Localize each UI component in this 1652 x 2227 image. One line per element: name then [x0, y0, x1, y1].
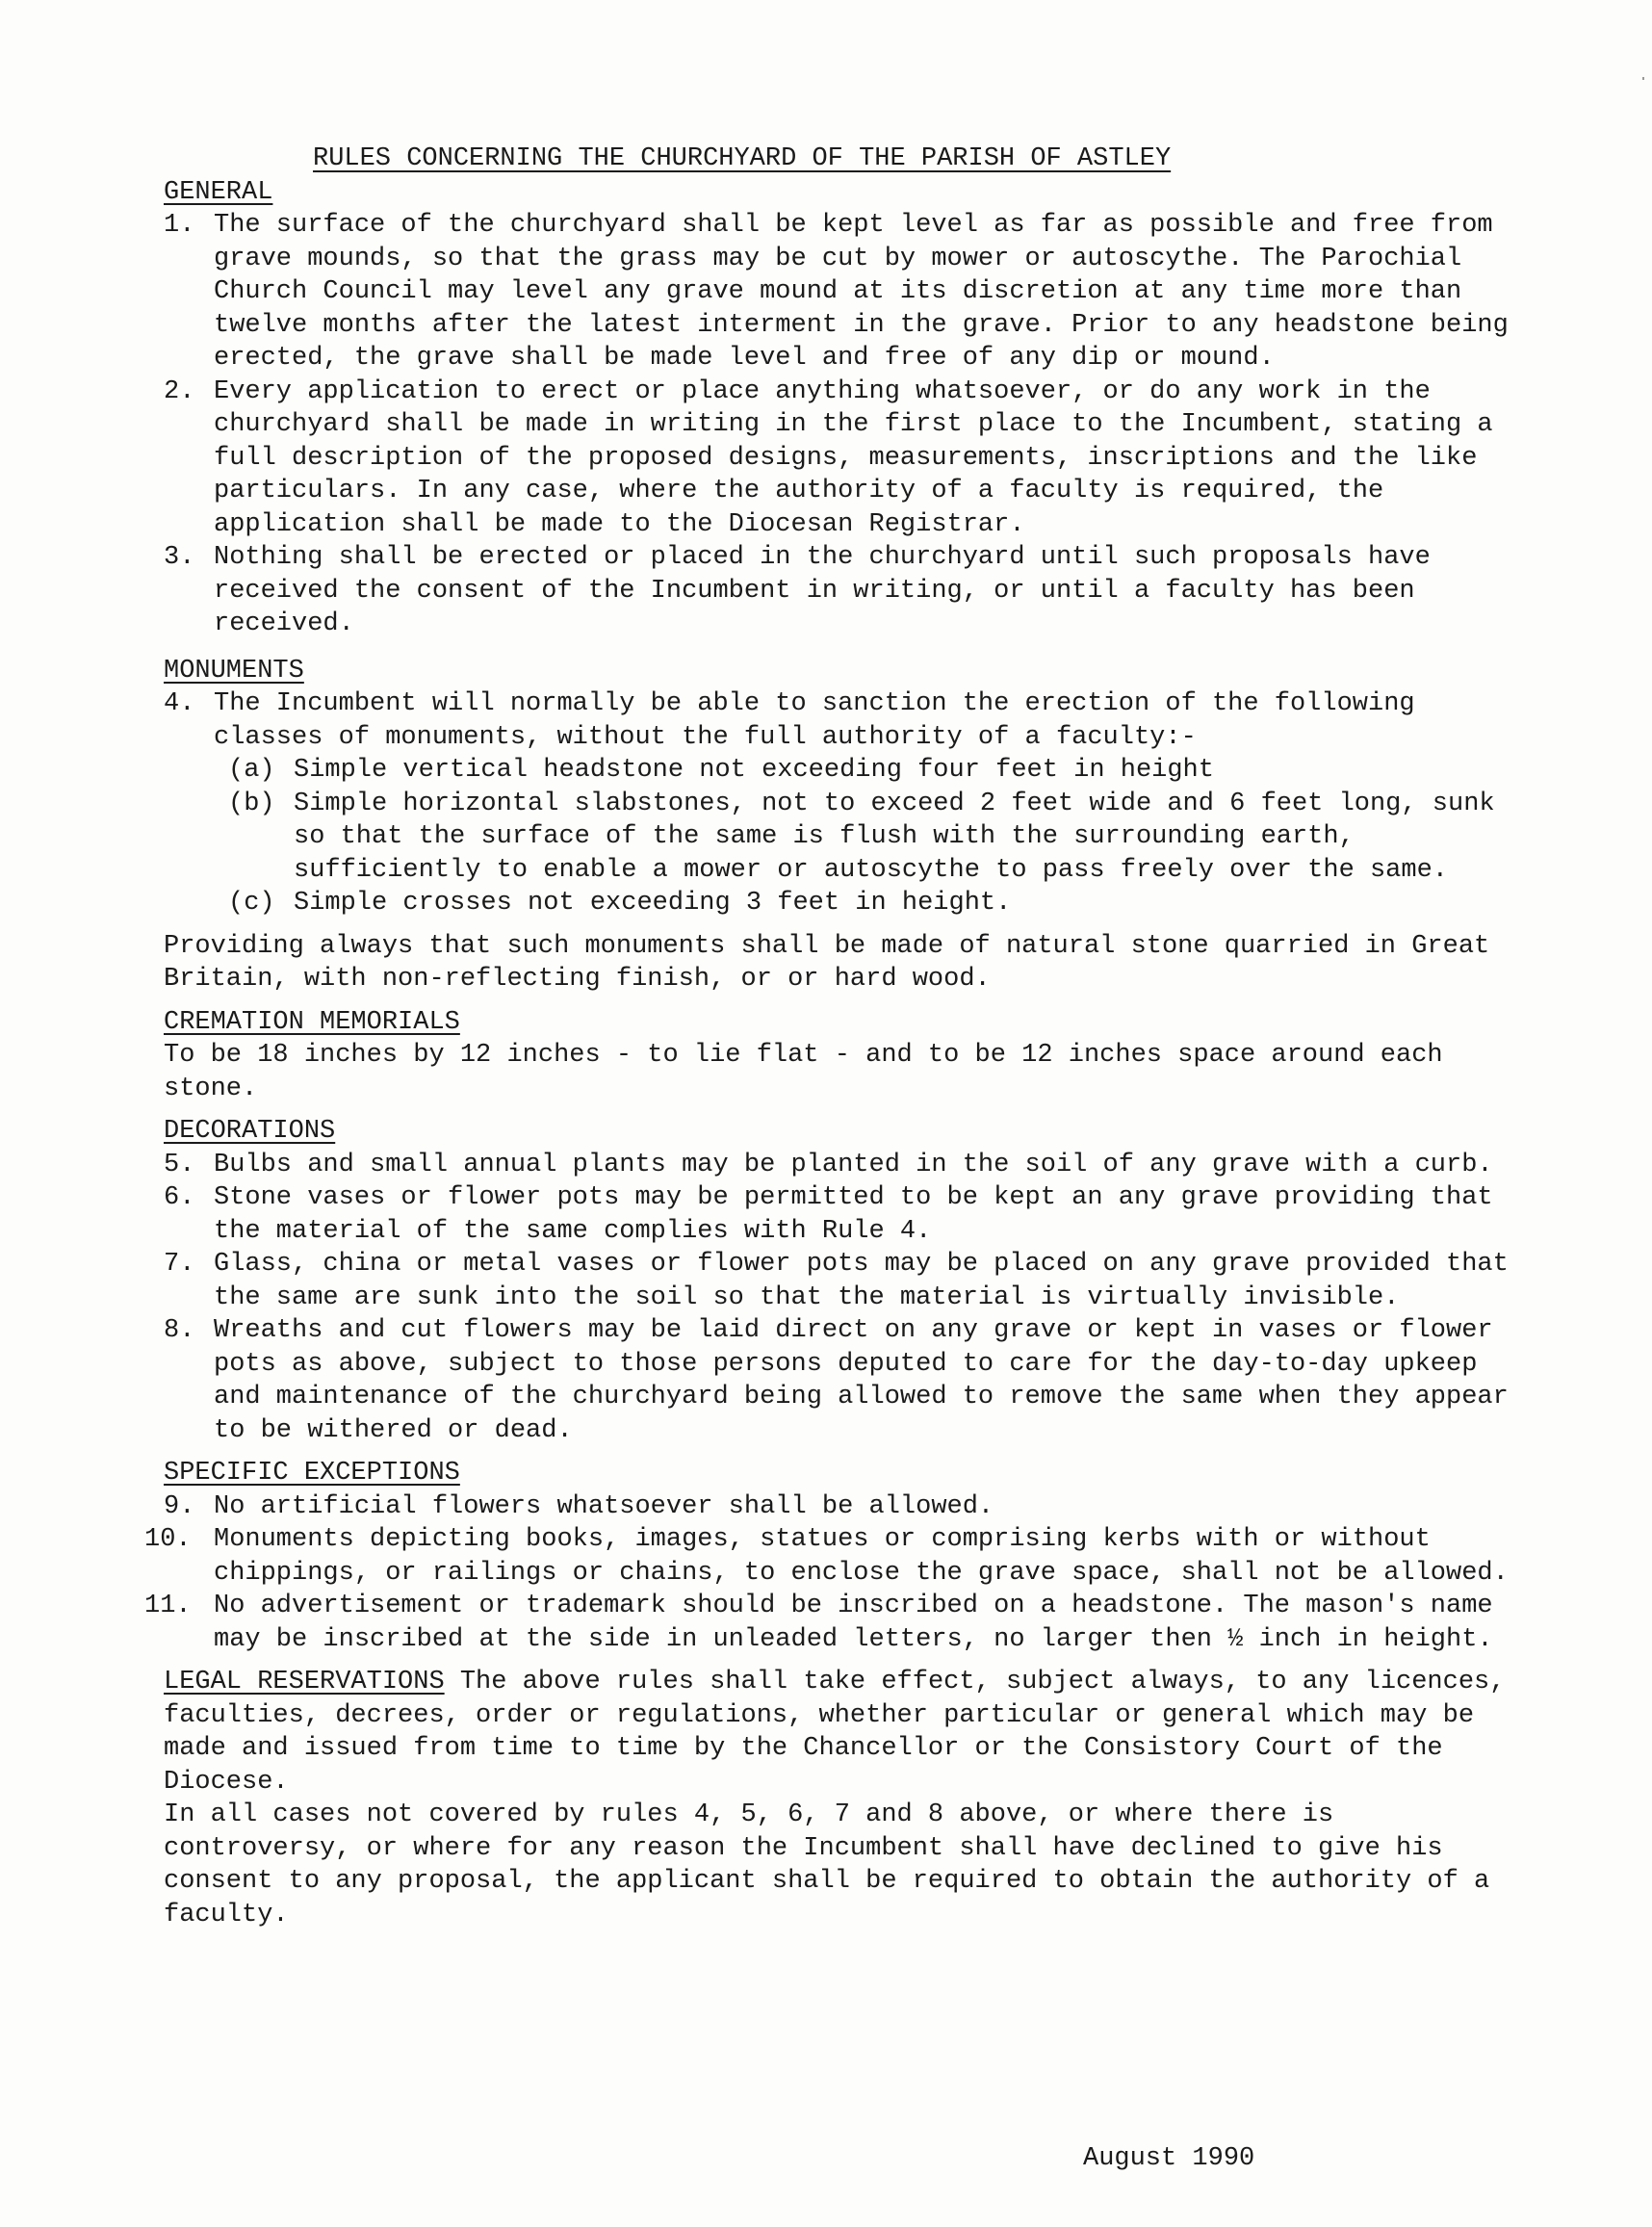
cremation-heading: CREMATION MEMORIALS [164, 1007, 460, 1037]
rule-number: 1. [164, 211, 195, 240]
rule-number: 2. [164, 376, 195, 406]
rule-text: Monuments depicting books, images, statues or comprising kerbs with or without chippings, or railings or chains, to enclose the grave space, shall not be allowed. [214, 1525, 1509, 1588]
subitem-a [164, 754, 1511, 788]
rule-number: 4. [164, 689, 195, 718]
rule-number: 3. [164, 543, 195, 572]
rule-text: The Incumbent will normally be able to sanction the erection of the following classes of monuments, without the full authority of a faculty:- [214, 689, 1415, 752]
subitem-label: (b) [228, 789, 275, 818]
subitem-label: (a) [228, 756, 275, 785]
rule-text: The surface of the churchyard shall be kept level as far as possible and free from grave mounds, so that the grass may be cut by mower or autoscythe. The Parochial Church Council may level any grave mound at its discretion at any time more than twelve months after the latest interment in the grave. Prior to any headstone being erected, the grave shall be made level and free of any dip or mound. [214, 211, 1509, 373]
subitem-text: Simple horizontal slabstones, not to exceed 2 feet wide and 6 feet long, sunk so that the surface of the same is flush with the surrounding earth, sufficiently to enable a mower or autoscythe to pass freely over the same. [294, 789, 1495, 885]
rule-3 [164, 541, 1511, 641]
rule-text: Bulbs and small annual plants may be planted in the soil of any grave with a curb. [214, 1150, 1493, 1179]
document-body [144, 142, 1511, 1931]
monuments-heading: MONUMENTS [164, 656, 304, 686]
rule-2 [164, 375, 1511, 542]
rule-6 [164, 1181, 1511, 1248]
rule-number: 11. [144, 1592, 192, 1620]
rule-9 [164, 1490, 1511, 1524]
rule-number: 5. [164, 1150, 195, 1179]
rule-text: Stone vases or flower pots may be permitted to be kept an any grave providing that the material of the same complies with Rule 4. [214, 1183, 1493, 1246]
rule-number: 10. [144, 1525, 192, 1554]
cremation-section [164, 1006, 1511, 1106]
rule-4 [164, 687, 1511, 754]
rule-number: 6. [164, 1183, 195, 1212]
decorations-heading: DECORATIONS [164, 1117, 336, 1146]
rule-8 [164, 1314, 1511, 1447]
rule-11 [144, 1590, 1511, 1656]
legal-text: The above rules shall take effect, subject always, to any licences, faculties, decrees, order or regulations, whether particular or general which may be made and issued from time to time by the Chancellor or the Consistory Court of the Diocese. [164, 1668, 1506, 1797]
document-date: August 1990 [1083, 2144, 1255, 2173]
rule-text: No artificial flowers whatsoever shall be allowed. [214, 1491, 994, 1521]
subitem-b [164, 788, 1511, 888]
legal-text-2: In all cases not covered by rules 4, 5, 6, 7 and 8 above, or where there is controversy, or where for any reason the Incumbent shall have declined to give his consent to any proposal, the applicant shall be required to obtain the authority of a faculty. [164, 1800, 1490, 1929]
subitem-text: Simple vertical headstone not exceeding four feet in height [294, 756, 1214, 785]
rule-number: 8. [164, 1316, 195, 1345]
rule-text: Nothing shall be erected or placed in the churchyard until such proposals have received the consent of the Incumbent in writing, or until a faculty has been received. [214, 543, 1431, 638]
rule-text: Wreaths and cut flowers may be laid direct on any grave or kept in vases or flower pots as above, subject to those persons deputed to care for the day-to-day upkeep and maintenance of the churchyard being allowed to remove the same when they appear to be withered or dead. [214, 1316, 1509, 1445]
legal-heading: LEGAL RESERVATIONS [164, 1668, 445, 1696]
decorations-section [164, 1115, 1511, 1447]
exceptions-heading: SPECIFIC EXCEPTIONS [164, 1459, 460, 1488]
monuments-proviso: Providing always that such monuments shall be made of natural stone quarried in Great Britain, with non-reflecting finish, or or hard wood. [164, 931, 1490, 994]
rule-7 [164, 1248, 1511, 1314]
rule-text: No advertisement or trademark should be inscribed on a headstone. The mason's name may be inscribed at the side in unleaded letters, no larger then ½ inch in height. [214, 1592, 1493, 1654]
page-title: RULES CONCERNING THE CHURCHYARD OF THE PARISH OF ASTLEY [313, 144, 1172, 173]
legal-paragraph [164, 1666, 1511, 1799]
rule-1 [164, 209, 1511, 375]
rule-5 [164, 1149, 1511, 1182]
monuments-section [164, 655, 1511, 997]
rule-number: 9. [164, 1491, 195, 1521]
subitem-label: (c) [228, 889, 275, 918]
subitem-c [164, 887, 1511, 920]
legal-section [164, 1666, 1511, 1931]
subitem-text: Simple crosses not exceeding 3 feet in height. [294, 889, 1012, 918]
general-heading: GENERAL [164, 177, 273, 207]
general-section [164, 176, 1511, 641]
rule-text: Every application to erect or place anything whatsoever, or do any work in the churchyard shall be made in writing in the first place to the Incumbent, stating a full description of the proposed designs, measurements, inscriptions and the like particulars. In any case, where the authority of a faculty is required, the application shall be made to the Diocesan Registrar. [214, 376, 1493, 539]
scan-mark [1642, 77, 1644, 80]
rule-text: Glass, china or metal vases or flower pots may be placed on any grave provided that the same are sunk into the soil so that the material is virtually invisible. [214, 1250, 1509, 1312]
rule-10 [144, 1523, 1511, 1590]
cremation-text: To be 18 inches by 12 inches - to lie flat - and to be 12 inches space around each stone. [164, 1041, 1443, 1103]
rule-number: 7. [164, 1250, 195, 1279]
exceptions-section [144, 1457, 1511, 1656]
